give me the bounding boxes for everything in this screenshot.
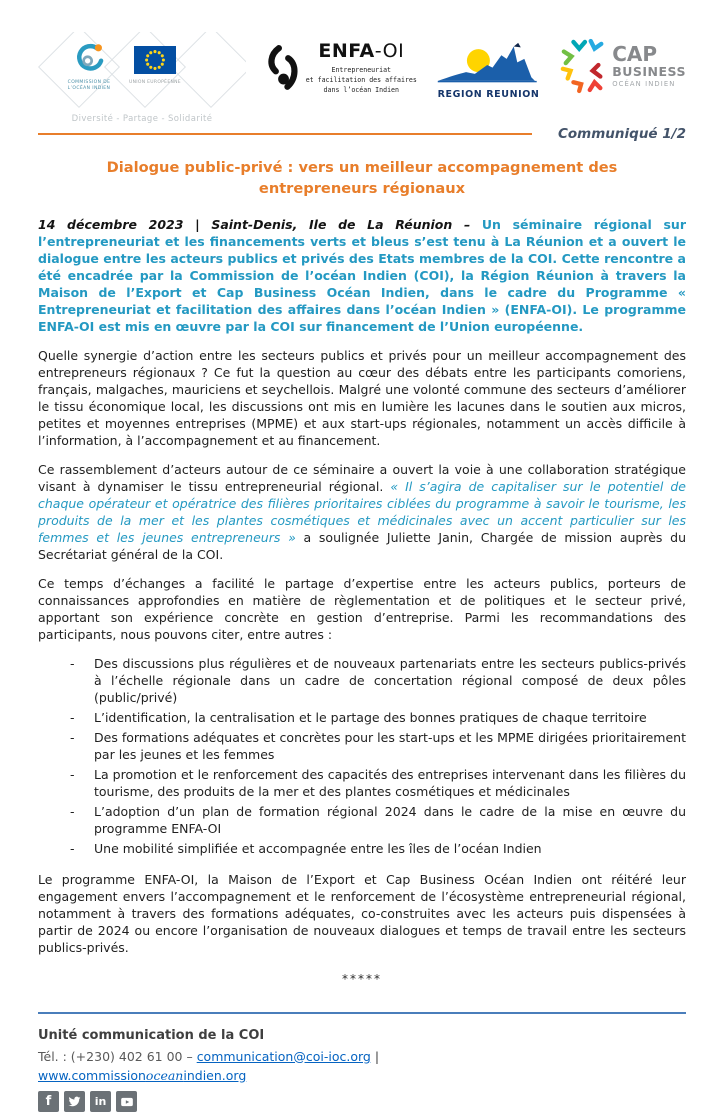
- cap-line1: CAP: [612, 42, 658, 66]
- coi-swirl-icon: [71, 42, 107, 76]
- facebook-icon[interactable]: f: [38, 1091, 59, 1112]
- website-link[interactable]: [38, 1068, 246, 1083]
- recommendations-list: [38, 655, 686, 857]
- eu-caption: UNION EUROPÉENNE: [129, 80, 181, 85]
- twitter-icon[interactable]: [64, 1091, 85, 1112]
- cap-line3: OCÉAN INDIEN: [612, 80, 676, 88]
- enfa-subtitle-line2: et facilitation des affaires: [305, 76, 417, 85]
- youtube-icon[interactable]: [116, 1091, 137, 1112]
- paragraph-quote: [38, 461, 686, 563]
- linkedin-icon[interactable]: in: [90, 1091, 111, 1112]
- list-item: - Des formations adéquates et concrètes pour les start-ups et les MPME dirigées prioritairement par les jeunes et les femmes: [68, 729, 686, 763]
- paragraph-recommandations: Ce temps d’échanges a facilité le partage d’expertise entre les acteurs publics, porteurs de connaissances approfondies en matière de règlementation et de politiques et le secteur privé, apportant son expérience concrète en gestion d’entreprise. Parmi les recommandations des participants, nous pouvons citer, entre autres :: [38, 576, 686, 643]
- lead-paragraph: [38, 216, 686, 335]
- region-reunion-caption: REGION REUNION: [437, 89, 540, 100]
- footer: [0, 1014, 724, 1112]
- coi-caption-line1: COMMISSION DE: [67, 80, 111, 85]
- url-suffix: indien.org: [183, 1067, 247, 1083]
- list-item: - Des discussions plus régulières et de nouveaux partenariats entre les secteurs publics-privés à l’échelle régionale dans un cadre de concertation régional composé de deux pôles (public/privé): [68, 655, 686, 706]
- enfa-subtitle-line1: Entrepreneuriat: [331, 66, 392, 74]
- region-reunion-logo: [436, 42, 542, 100]
- footer-url-line: [38, 1066, 686, 1085]
- footer-contact-line: [38, 1047, 686, 1066]
- coi-caption-line2: L’OCÉAN INDIEN: [67, 86, 111, 92]
- communique-row: [38, 126, 686, 142]
- enfa-title-light: -OI: [374, 40, 405, 62]
- enfa-mark-icon: [265, 40, 299, 98]
- paragraph-closing: Le programme ENFA-OI, la Maison de l’Export et Cap Business Océan Indien ont réitéré leur engagement envers l’accompagnement et le renforcement de l’écosystème entrepreneurial régional, notamment à travers des formations adéquates, co-construites avec les acteurs puis dispensées à partir de 2024 ou encore l’organisation de nouveaux dialogues et temps de travail entre les secteurs publics-privés.: [38, 872, 686, 956]
- page-title: Dialogue public-privé : vers un meilleur accompagnement des entrepreneurs régionaux: [106, 159, 618, 197]
- paragraph-synergie: Quelle synergie d’action entre les secteurs publics et privés pour un meilleur accompagnement des entrepreneurs régionaux ? Ce fut la question au cœur des débats entre les participants comoriens, français, malgaches, mauriciens et seychellois. Malgré une volonté commune des secteurs d’améliorer le tissu économique local, les discussions ont mis en lumière les lacunes dans le soutien aux micros, petites et moyennes entreprises (MPME) et aux start-ups régionales, notamment un accès difficile à l’information, à l’accompagnement et au financement.: [38, 348, 686, 449]
- url-prefix: www.commission: [38, 1067, 146, 1083]
- quote-intro: Ce rassemblement d’acteurs autour de ce séminaire a ouvert la voie à une collaboration stratégique visant à dynamiser le tissu entrepreneurial régional.: [38, 462, 686, 495]
- email-link[interactable]: communication@coi-ioc.org: [196, 1048, 371, 1064]
- document-body: [0, 158, 724, 986]
- region-reunion-mountain-icon: [436, 42, 542, 88]
- phone-label: Tél. : (+230) 402 61 00 –: [38, 1048, 197, 1064]
- cap-line2: BUSINESS: [612, 64, 686, 79]
- dateline: 14 décembre 2023 | Saint-Denis, Ile de La Réunion –: [38, 217, 482, 233]
- lead-body-text: Un séminaire régional sur l’entrepreneuriat et les financements verts et bleus s’est tenu à La Réunion et a ouvert le dialogue entre les acteurs publics et privés des Etats membres de la COI. Cette rencontre a été encadrée par la Commission de l’océan Indien (COI), la Région Réunion à travers la Maison de l’Export et Cap Business Océan Indien, dans le cadre du Programme « Entrepreneuriat et facilitation des affaires dans l’océan Indien » (ENFA-OI). Le programme ENFA-OI est mis en œuvre par la COI sur financement de l’Union européenne.: [38, 217, 686, 335]
- list-item: - La promotion et le renforcement des capacités des entreprises intervenant dans les filières du tourisme, des produits de la mer et des plantes cosmétiques et médicinales: [68, 766, 686, 800]
- pipe-separator: |: [374, 1048, 380, 1064]
- eu-logo: [124, 46, 186, 85]
- cap-hearts-icon: [560, 36, 608, 94]
- list-item: - L’adoption d’un plan de formation régional 2024 dans le cadre de la mise en œuvre du programme ENFA-OI: [68, 803, 686, 837]
- enfa-oi-logo: [265, 40, 417, 98]
- cap-business-logo: [560, 36, 686, 94]
- asterisk-separator: *****: [342, 972, 382, 987]
- enfa-subtitle-line3: dans l’océan Indien: [323, 86, 399, 95]
- social-links: [38, 1091, 686, 1112]
- logo-header: [0, 0, 724, 122]
- footer-title: Unité communication de la COI: [38, 1028, 265, 1044]
- enfa-title: [306, 40, 417, 62]
- url-ocean: ocean: [145, 1067, 184, 1083]
- communique-label: Communiqué 1/2: [557, 126, 686, 142]
- quote-text: « Il s’agira de capitaliser sur le potentiel de chaque opérateur et opératrice des filières prioritaires ciblées du programme à savoir le tourisme, les produits de la mer et les plantes cosmétiques et médicinales avec un accent particulier sur les femmes et les jeunes entrepreneurs »: [38, 479, 686, 546]
- quote-attribution: a soulignée Juliette Janin, Chargée de mission auprès du Secrétariat général de la COI.: [38, 530, 686, 563]
- orange-divider: [38, 133, 532, 135]
- coi-logo: [56, 42, 122, 93]
- coi-eu-logo-group: [38, 32, 246, 124]
- list-item: - Une mobilité simplifiée et accompagnée entre les îles de l’océan Indien: [68, 840, 686, 857]
- enfa-title-strong: ENFA: [318, 40, 375, 62]
- coi-tagline: Diversité - Partage - Solidarité: [71, 114, 213, 124]
- eu-flag-icon: [134, 46, 176, 74]
- list-item: - L’identification, la centralisation et le partage des bonnes pratiques de chaque territoire: [68, 709, 686, 726]
